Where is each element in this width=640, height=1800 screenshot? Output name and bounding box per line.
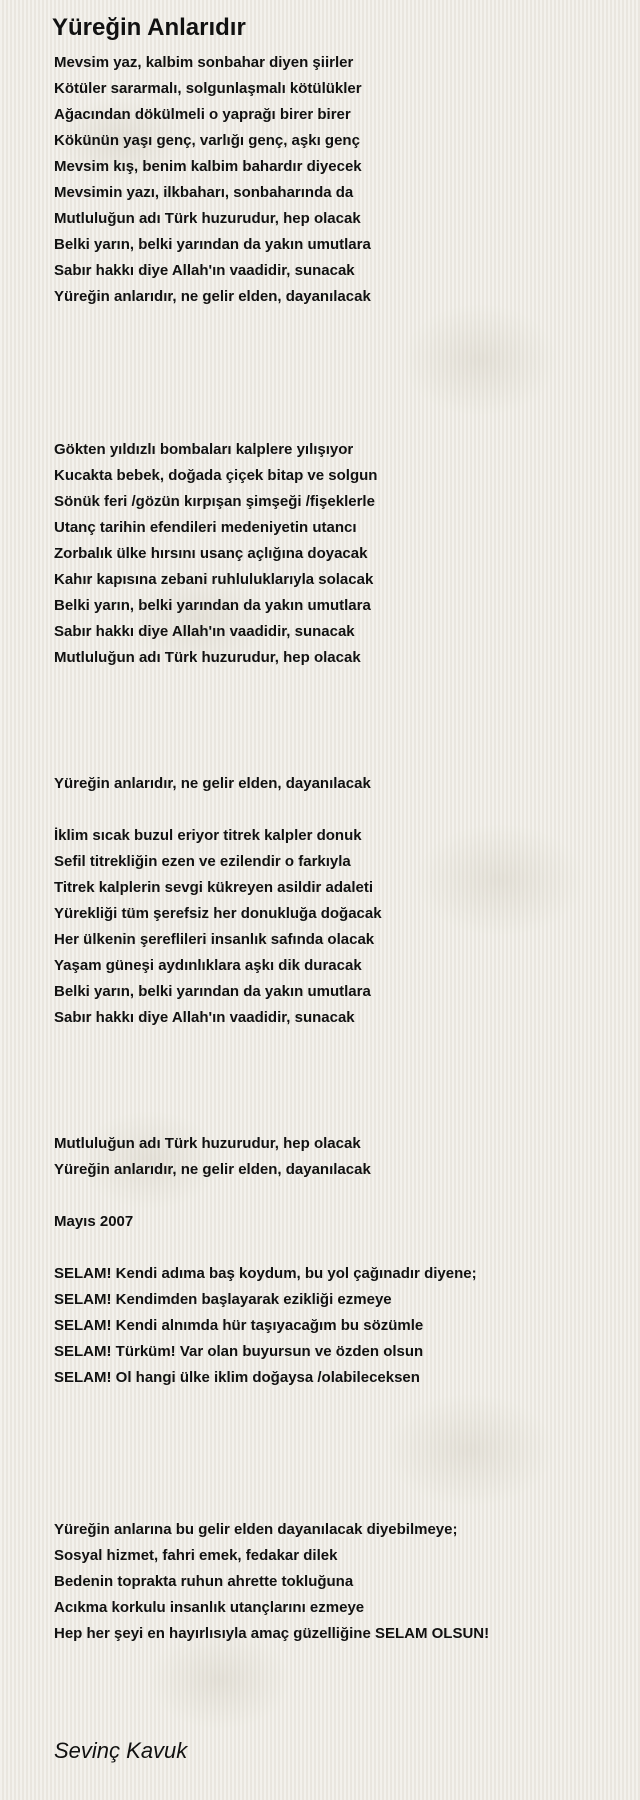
stanza-7 [54,1517,489,1647]
poem-line: Yüreğin anlarına bu gelir elden dayanılacak diyebilmeye; [54,1521,458,1538]
poem-line: Mevsim yaz, kalbim sonbahar diyen şiirler [54,54,354,71]
stanza-6 [54,1261,477,1391]
stanza-4 [54,823,382,1031]
poem-author: Sevinç Kavuk [54,1738,188,1763]
poem-line: Yüreğin anlarıdır, ne gelir elden, dayanılacak [54,1161,371,1178]
poem-line: Belki yarın, belki yarından da yakın umutlara [54,597,371,614]
poem-line: Ağacından dökülmeli o yaprağı birer birer [54,106,351,123]
poem-line: SELAM! Kendimden başlayarak ezikliği ezmeye [54,1291,392,1308]
poem-line: SELAM! Kendi alnımda hür taşıyacağım bu sözümle [54,1317,424,1334]
poem-line: Zorbalık ülke hırsını usanç açlığına doyacak [54,545,368,562]
poem-date-text: Mayıs 2007 [54,1213,134,1230]
poem-line: Yaşam güneşi aydınlıklara aşkı dik duracak [54,957,362,974]
poem-line: Kahır kapısına zebani ruhluluklarıyla solacak [54,571,374,588]
poem-line: Mevsim kış, benim kalbim bahardır diyecek [54,158,362,175]
poem-line: SELAM! Kendi adıma baş koydum, bu yol çağınadır diyene; [54,1265,477,1282]
poem-line: Bedenin toprakta ruhun ahrette tokluğuna [54,1573,354,1590]
stanza-5 [54,1131,371,1183]
poem-line: SELAM! Türküm! Var olan buyursun ve özden olsun [54,1343,424,1360]
poem-line: Sosyal hizmet, fahri emek, fedakar dilek [54,1547,338,1564]
poem-line: Mutluluğun adı Türk huzurudur, hep olacak [54,649,361,666]
poem-line: Sabır hakkı diye Allah'ın vaadidir, sunacak [54,623,355,640]
poem-title: Yüreğin Anlarıdır [52,14,246,41]
poem-date [54,1209,133,1235]
poem-line: İklim sıcak buzul eriyor titrek kalpler donuk [54,827,362,844]
poem-line: Kökünün yaşı genç, varlığı genç, aşkı genç [54,132,360,149]
poem-line: Mutluluğun adı Türk huzurudur, hep olacak [54,1135,361,1152]
poem-line: Kötüler sararmalı, solgunlaşmalı kötülükler [54,80,362,97]
poem-line: Mevsimin yazı, ilkbaharı, sonbaharında da [54,184,354,201]
poem-line: Yüreğin anlarıdır, ne gelir elden, dayanılacak [54,288,371,305]
poem-line: Yürekliği tüm şerefsiz her donukluğa doğacak [54,905,382,922]
poem-line: Sabır hakkı diye Allah'ın vaadidir, sunacak [54,1009,355,1026]
poem-line: Yüreğin anlarıdır, ne gelir elden, dayanılacak [54,775,371,792]
poem-line: Kucakta bebek, doğada çiçek bitap ve solgun [54,467,378,484]
poem-line: Sefil titrekliğin ezen ve ezilendir o farkıyla [54,853,351,870]
poem-line: Sönük feri /gözün kırpışan şimşeği /fişeklerle [54,493,375,510]
poem-line: Belki yarın, belki yarından da yakın umutlara [54,983,371,1000]
poem-line: Her ülkenin şereflileri insanlık safında olacak [54,931,375,948]
poem-line: Acıkma korkulu insanlık utançlarını ezmeye [54,1599,365,1616]
poem-line: Hep her şeyi en hayırlısıyla amaç güzelliğine SELAM OLSUN! [54,1625,490,1642]
stanza-3 [54,771,371,797]
stanza-1 [54,50,371,310]
poem-line: Titrek kalplerin sevgi kükreyen asildir adaleti [54,879,374,896]
poem-line: Mutluluğun adı Türk huzurudur, hep olacak [54,210,361,227]
poem-line: Utanç tarihin efendileri medeniyetin utancı [54,519,357,536]
poem-line: Gökten yıldızlı bombaları kalplere yılışıyor [54,441,354,458]
poem-line: Sabır hakkı diye Allah'ın vaadidir, sunacak [54,262,355,279]
stanza-2 [54,437,377,671]
poem-line: Belki yarın, belki yarından da yakın umutlara [54,236,371,253]
poem-line: SELAM! Ol hangi ülke iklim doğaysa /olabileceksen [54,1369,420,1386]
